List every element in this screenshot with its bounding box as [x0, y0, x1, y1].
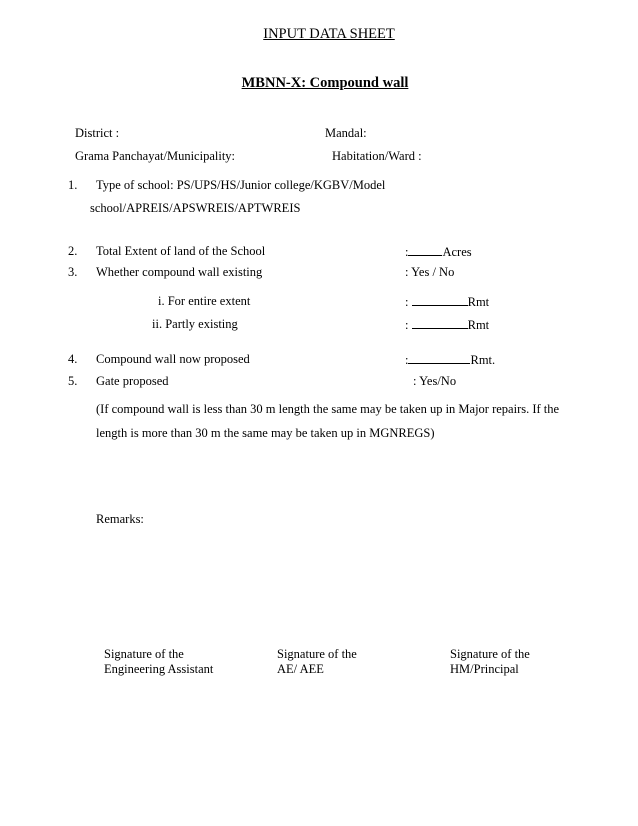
page-title: INPUT DATA SHEET [263, 26, 395, 42]
note-text: (If compound wall is less than 30 m length the same may be taken up in Major repairs. If the length is more than 30 m the same may be taken up in MGNREGS) [96, 402, 560, 440]
entire-extent-label: i. For entire extent [158, 294, 251, 308]
entire-extent-field[interactable] [405, 294, 489, 310]
item-number: 1. [68, 178, 78, 192]
signature-line1: Signature of the [450, 647, 530, 661]
signature-line1: Signature of the [104, 647, 184, 661]
district-label: District : [75, 126, 120, 140]
signature-engineering-assistant [104, 647, 213, 677]
partly-existing-blank[interactable] [412, 317, 468, 329]
field-prefix: : [405, 295, 412, 309]
grama-panchayat-label: Grama Panchayat/Municipality: [75, 149, 236, 163]
gate-proposed-value: : Yes/No [413, 374, 457, 388]
gate-proposed-label: Gate proposed [96, 374, 169, 388]
partly-existing-field[interactable] [405, 317, 489, 333]
page-subtitle: MBNN-X: Compound wall [241, 75, 409, 91]
field-prefix: : [405, 353, 409, 367]
signature-line2: Engineering Assistant [104, 662, 214, 676]
unit-label: Rmt [467, 318, 490, 332]
signature-line2: HM/Principal [450, 662, 519, 676]
mandal-label: Mandal: [325, 126, 367, 140]
land-extent-field[interactable] [405, 244, 472, 260]
signature-line2: AE/ AEE [277, 662, 324, 676]
field-prefix: : [405, 245, 409, 259]
partly-existing-label: ii. Partly existing [152, 317, 238, 331]
item-number: 3. [68, 265, 78, 279]
signature-line1: Signature of the [277, 647, 357, 661]
remarks-label: Remarks: [96, 512, 144, 526]
item-number: 5. [68, 374, 78, 388]
field-prefix: : [405, 318, 412, 332]
school-type-line2: school/APREIS/APSWREIS/APTWREIS [90, 201, 301, 215]
unit-label: Acres [442, 245, 472, 259]
habitation-label: Habitation/Ward : [332, 149, 422, 163]
wall-proposed-field[interactable] [405, 352, 495, 368]
wall-existing-label: Whether compound wall existing [96, 265, 263, 279]
land-extent-label: Total Extent of land of the School [96, 244, 266, 258]
signature-hm [450, 647, 530, 677]
entire-extent-blank[interactable] [412, 294, 468, 306]
signature-ae [277, 647, 357, 677]
item-number: 2. [68, 244, 78, 258]
school-type-line1: Type of school: PS/UPS/HS/Junior college/KGBV/Model [96, 178, 386, 192]
wall-existing-value: : Yes / No [405, 265, 455, 279]
wall-proposed-label: Compound wall now proposed [96, 352, 250, 366]
wall-proposed-blank[interactable] [408, 352, 470, 364]
unit-label: Rmt [467, 295, 490, 309]
unit-label: Rmt. [470, 353, 496, 367]
land-extent-blank[interactable] [408, 244, 442, 256]
item-number: 4. [68, 352, 78, 366]
